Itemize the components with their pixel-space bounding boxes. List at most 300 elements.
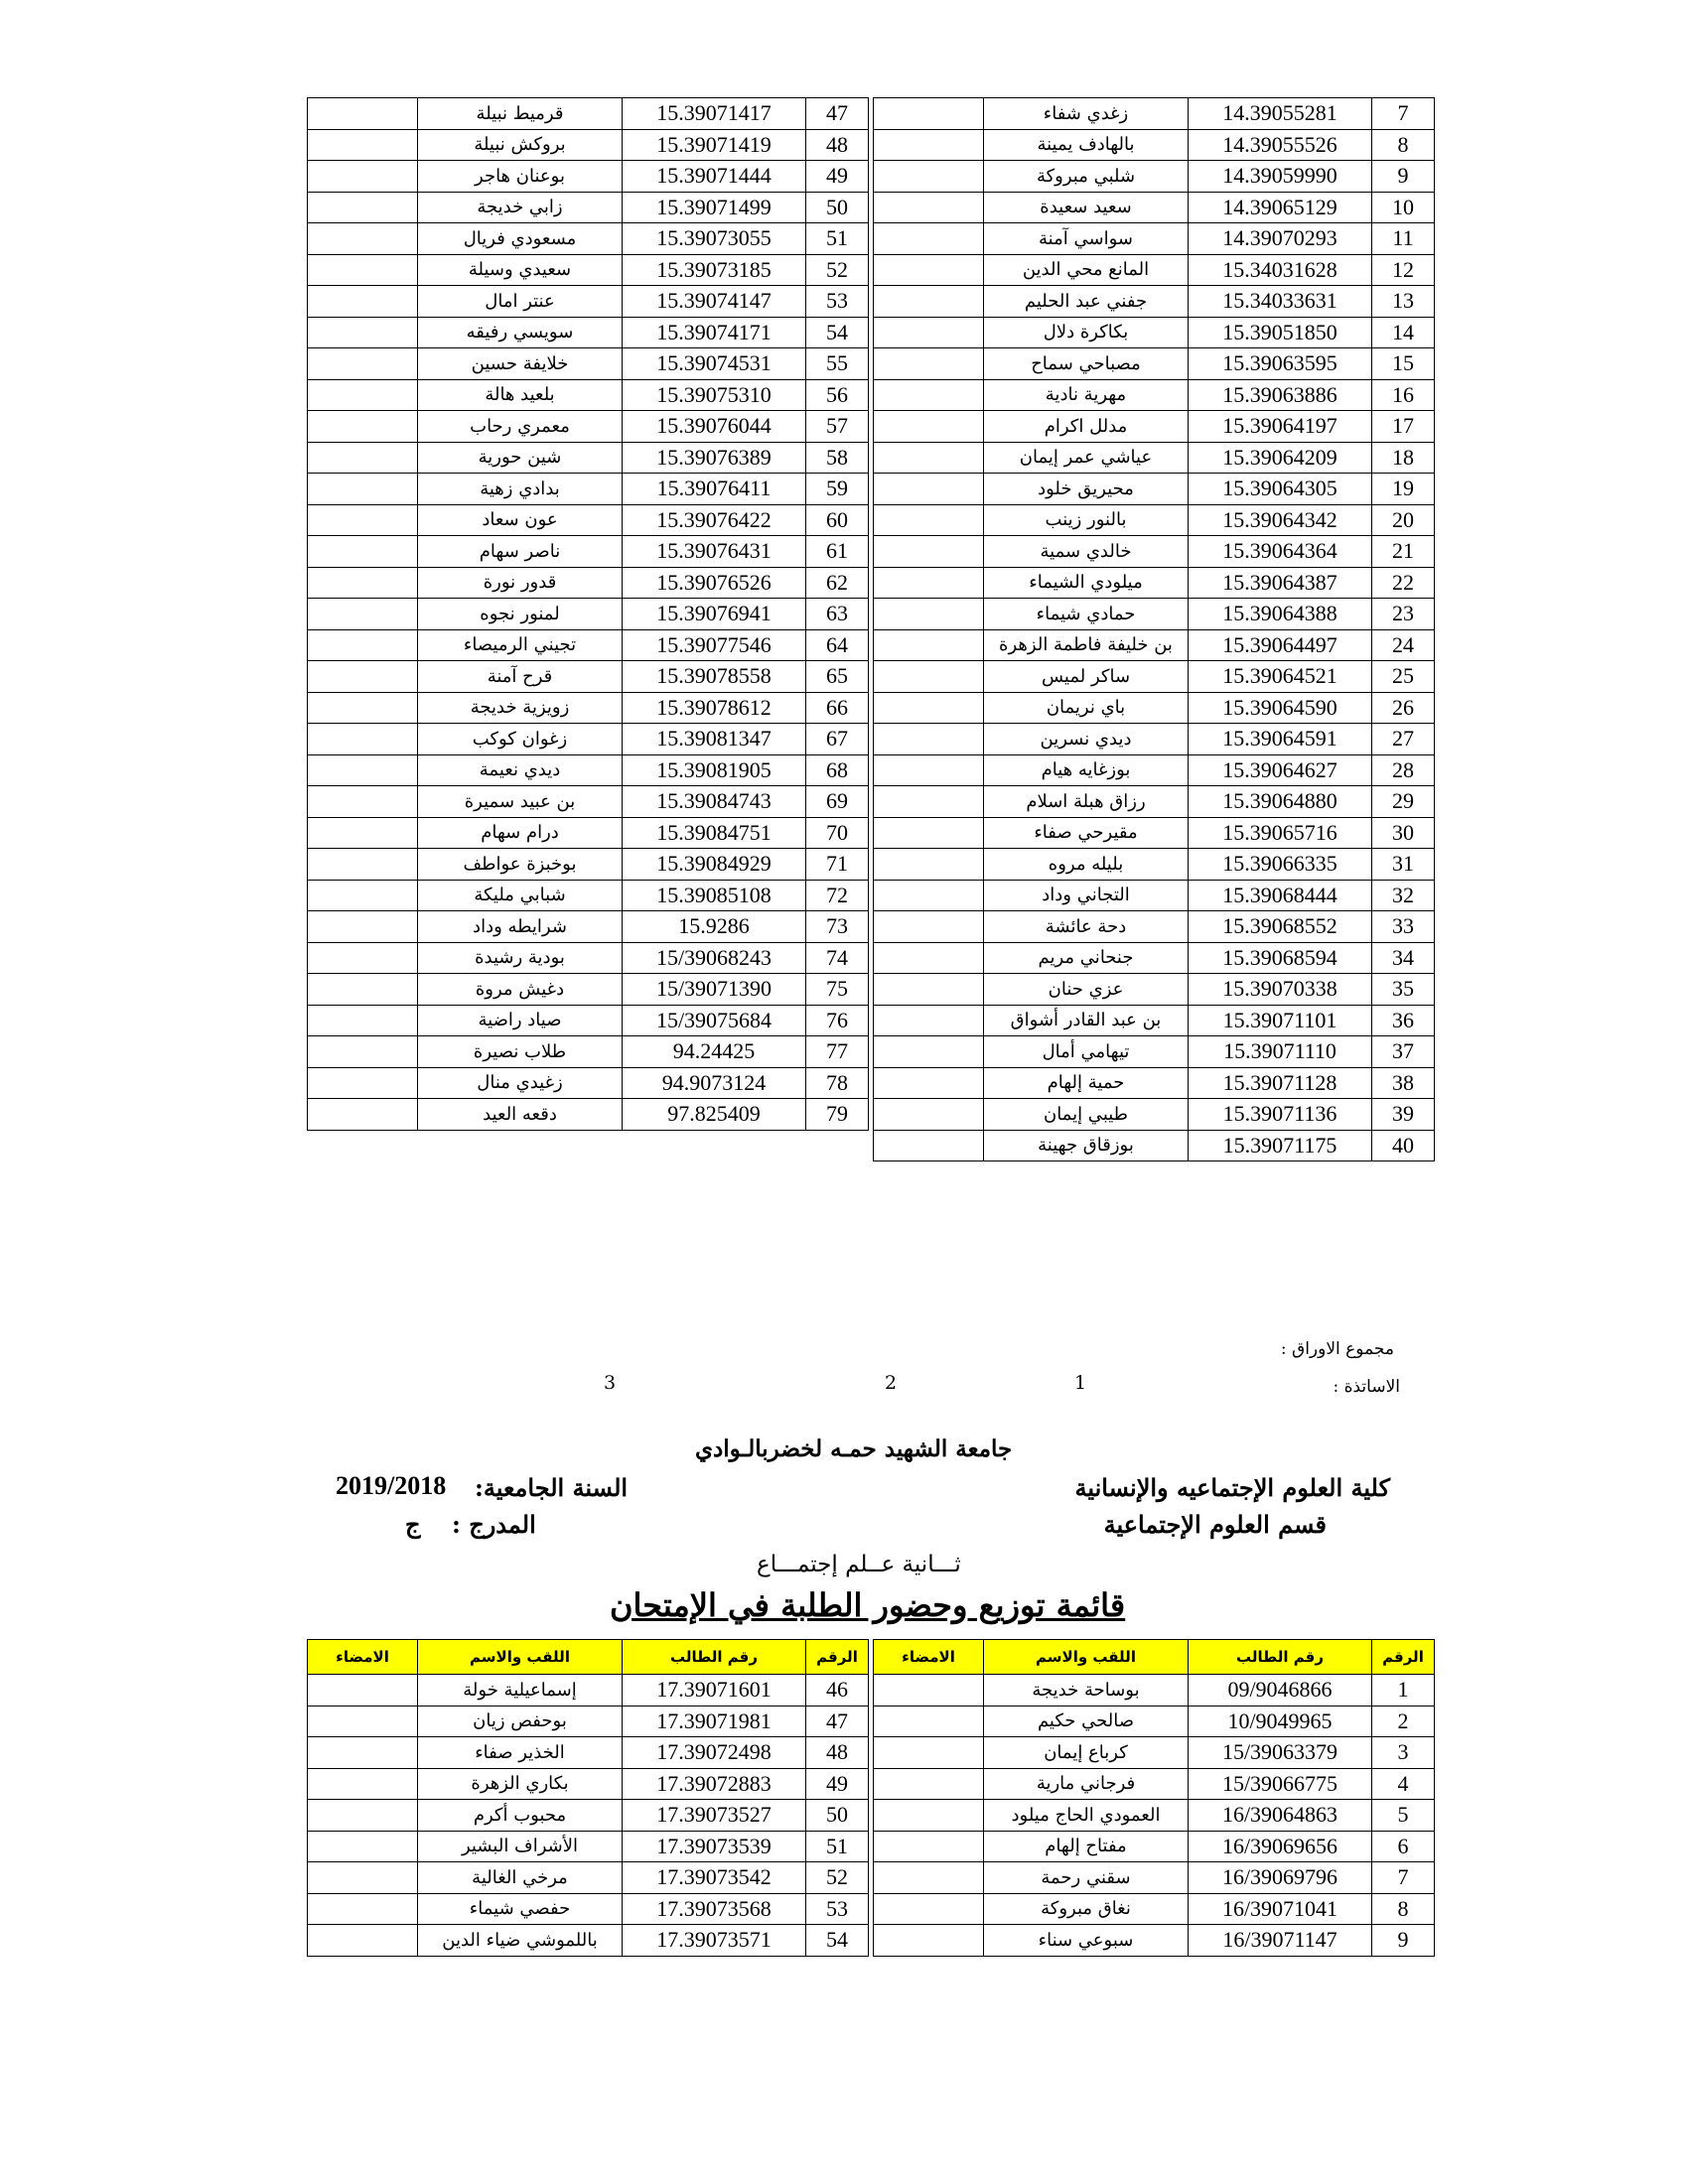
student-id-cell: 15.39084743: [623, 786, 806, 818]
row-number-cell: 68: [806, 754, 869, 786]
signature-cell[interactable]: [874, 474, 984, 505]
signature-cell[interactable]: [874, 1706, 984, 1737]
signature-cell[interactable]: [874, 1800, 984, 1832]
student-name-cell: باللموشي ضياء الدين: [418, 1925, 623, 1957]
row-number-cell: 30: [1372, 817, 1435, 849]
row-number-cell: 57: [806, 411, 869, 443]
table-row: [874, 161, 1435, 193]
table-row: [308, 817, 869, 849]
table-row: [874, 536, 1435, 568]
signature-cell[interactable]: [308, 379, 418, 411]
student-name-cell: بوحفص زيان: [418, 1706, 623, 1737]
signature-cell[interactable]: [874, 880, 984, 911]
teacher-3: 3: [604, 1372, 617, 1394]
signature-cell[interactable]: [308, 411, 418, 443]
student-name-cell: قرميط نبيلة: [418, 98, 623, 130]
student-name-cell: تجيني الرميصاء: [418, 629, 623, 661]
table-row: [308, 1862, 869, 1894]
student-id-cell: 16/39069796: [1189, 1862, 1372, 1894]
student-name-cell: مدلل اكرام: [984, 411, 1189, 443]
student-id-cell: 15/39063379: [1189, 1737, 1372, 1769]
row-number-cell: 62: [806, 567, 869, 599]
student-id-cell: 15.39076431: [623, 536, 806, 568]
signature-cell[interactable]: [308, 911, 418, 943]
table-row: [874, 880, 1435, 911]
table-row: [308, 98, 869, 130]
signature-cell[interactable]: [308, 192, 418, 223]
student-id-cell: 15.39064627: [1189, 754, 1372, 786]
student-name-cell: بوخبزة عواطف: [418, 849, 623, 881]
signature-cell[interactable]: [308, 254, 418, 286]
row-number-cell: 49: [806, 1768, 869, 1800]
row-number-cell: 15: [1372, 348, 1435, 380]
student-name-cell: طيبي إيمان: [984, 1099, 1189, 1131]
table-row: [308, 754, 869, 786]
row-number-cell: 8: [1372, 1893, 1435, 1925]
table-row: [308, 348, 869, 380]
student-name-cell: رزاق هبلة اسلام: [984, 786, 1189, 818]
student-id-cell: 17.39072498: [623, 1737, 806, 1769]
student-id-cell: 15.39064305: [1189, 474, 1372, 505]
student-name-cell: بليله مروه: [984, 849, 1189, 881]
student-id-cell: 14.39055281: [1189, 98, 1372, 130]
student-name-cell: إسماعيلية خولة: [418, 1675, 623, 1706]
total-sheets-label: مجموع الاوراق :: [1280, 1339, 1394, 1359]
department-name: قسم العلوم الإجتماعية: [1103, 1510, 1327, 1539]
header-student-id: رقم الطالب: [623, 1640, 806, 1675]
signature-cell[interactable]: [308, 348, 418, 380]
table-row: [874, 599, 1435, 630]
table-row: [308, 692, 869, 724]
signature-cell[interactable]: [308, 754, 418, 786]
signature-cell[interactable]: [874, 98, 984, 130]
student-name-cell: ميلودي الشيماء: [984, 567, 1189, 599]
student-id-cell: 15.39064364: [1189, 536, 1372, 568]
signature-cell[interactable]: [308, 724, 418, 755]
signature-cell[interactable]: [308, 629, 418, 661]
signature-cell[interactable]: [308, 880, 418, 911]
row-number-cell: 64: [806, 629, 869, 661]
table-row: [308, 1706, 869, 1737]
signature-cell[interactable]: [874, 1893, 984, 1925]
academic-year-label: السنة الجامعية:: [475, 1473, 629, 1502]
student-id-cell: 15.39073185: [623, 254, 806, 286]
row-number-cell: 52: [806, 1862, 869, 1894]
row-number-cell: 53: [806, 1893, 869, 1925]
list-title: قائمة توزيع وحضور الطلبة في الإمتحان: [610, 1586, 1126, 1624]
student-id-cell: 15.39064590: [1189, 692, 1372, 724]
signature-cell[interactable]: [308, 98, 418, 130]
student-name-cell: ساكر لميس: [984, 661, 1189, 693]
signature-cell[interactable]: [874, 1831, 984, 1862]
signature-cell[interactable]: [308, 1706, 418, 1737]
signature-cell[interactable]: [874, 629, 984, 661]
student-id-cell: 15.39071419: [623, 129, 806, 161]
student-name-cell: درام سهام: [418, 817, 623, 849]
table-row: [874, 1067, 1435, 1099]
student-id-cell: 15.39076389: [623, 442, 806, 474]
table-row: [308, 1099, 869, 1131]
signature-cell[interactable]: [874, 286, 984, 318]
student-id-cell: 15.39073055: [623, 223, 806, 255]
student-name-cell: شبابي مليكة: [418, 880, 623, 911]
student-id-cell: 15.39077546: [623, 629, 806, 661]
signature-cell[interactable]: [874, 599, 984, 630]
table-header-row: [308, 1640, 869, 1675]
table-row: [874, 1925, 1435, 1957]
table-row: [874, 1862, 1435, 1894]
signature-cell[interactable]: [308, 129, 418, 161]
row-number-cell: 22: [1372, 567, 1435, 599]
signature-cell[interactable]: [308, 286, 418, 318]
signature-cell[interactable]: [308, 661, 418, 693]
hall-value: ج: [405, 1510, 421, 1539]
row-number-cell: 9: [1372, 1925, 1435, 1957]
student-id-cell: 15.39064387: [1189, 567, 1372, 599]
signature-cell[interactable]: [308, 817, 418, 849]
student-name-cell: بكاري الزهرة: [418, 1768, 623, 1800]
table-row: [308, 849, 869, 881]
table-row: [874, 1768, 1435, 1800]
student-id-cell: 15.39071136: [1189, 1099, 1372, 1131]
student-id-cell: 17.39073527: [623, 1800, 806, 1832]
table-row: [874, 379, 1435, 411]
row-number-cell: 70: [806, 817, 869, 849]
row-number-cell: 58: [806, 442, 869, 474]
student-id-cell: 15.39078558: [623, 661, 806, 693]
row-number-cell: 50: [806, 192, 869, 223]
student-id-cell: 97.825409: [623, 1099, 806, 1131]
student-id-cell: 15.39064388: [1189, 599, 1372, 630]
student-name-cell: بن عبيد سميرة: [418, 786, 623, 818]
row-number-cell: 79: [806, 1099, 869, 1131]
row-number-cell: 19: [1372, 474, 1435, 505]
signature-cell[interactable]: [874, 223, 984, 255]
row-number-cell: 48: [806, 129, 869, 161]
table-row: [308, 974, 869, 1006]
student-name-cell: جنحاني مريم: [984, 942, 1189, 974]
student-name-cell: جفني عبد الحليم: [984, 286, 1189, 318]
student-name-cell: معمري رحاب: [418, 411, 623, 443]
row-number-cell: 6: [1372, 1831, 1435, 1862]
signature-cell[interactable]: [874, 1099, 984, 1131]
signature-cell[interactable]: [874, 1768, 984, 1800]
student-name-cell: محيريق خلود: [984, 474, 1189, 505]
table-row: [308, 661, 869, 693]
student-id-cell: 15.39076941: [623, 599, 806, 630]
student-name-cell: سويسي رفيقه: [418, 317, 623, 348]
table-row: [308, 474, 869, 505]
signature-cell[interactable]: [874, 1036, 984, 1068]
student-id-cell: 15.39070338: [1189, 974, 1372, 1006]
signature-cell[interactable]: [308, 1831, 418, 1862]
student-name-cell: نغاق مبروكة: [984, 1893, 1189, 1925]
student-name-cell: بوزغايه هيام: [984, 754, 1189, 786]
student-name-cell: دغيش مروة: [418, 974, 623, 1006]
table-row: [308, 1067, 869, 1099]
student-name-cell: بكاكرة دلال: [984, 317, 1189, 348]
table-row: [308, 317, 869, 348]
signature-cell[interactable]: [308, 692, 418, 724]
table-row: [308, 1768, 869, 1800]
signature-cell[interactable]: [874, 1067, 984, 1099]
row-number-cell: 40: [1372, 1130, 1435, 1161]
student-name-cell: مرخي الغالية: [418, 1862, 623, 1894]
student-name-cell: بالهادف يمينة: [984, 129, 1189, 161]
table-row: [874, 192, 1435, 223]
signature-cell[interactable]: [308, 474, 418, 505]
signature-cell[interactable]: [308, 786, 418, 818]
table-row: [874, 254, 1435, 286]
signature-cell[interactable]: [308, 599, 418, 630]
table-row: [874, 98, 1435, 130]
table-row: [308, 1675, 869, 1706]
row-number-cell: 35: [1372, 974, 1435, 1006]
signature-cell[interactable]: [308, 504, 418, 536]
row-number-cell: 13: [1372, 286, 1435, 318]
student-name-cell: بوزقاق جهينة: [984, 1130, 1189, 1161]
row-number-cell: 53: [806, 286, 869, 318]
student-id-cell: 16/39071041: [1189, 1893, 1372, 1925]
student-id-cell: 16/39064863: [1189, 1800, 1372, 1832]
signature-cell[interactable]: [308, 1067, 418, 1099]
header-signature: الامضاء: [308, 1640, 418, 1675]
student-name-cell: شرايطه وداد: [418, 911, 623, 943]
student-name-cell: بودية رشيدة: [418, 942, 623, 974]
student-name-cell: الأشراف البشير: [418, 1831, 623, 1862]
signature-cell[interactable]: [874, 911, 984, 943]
student-id-cell: 15.39064880: [1189, 786, 1372, 818]
student-id-cell: 17.39073539: [623, 1831, 806, 1862]
table-row: [874, 411, 1435, 443]
signature-cell[interactable]: [874, 1005, 984, 1036]
signature-cell[interactable]: [308, 317, 418, 348]
student-id-cell: 15.39081347: [623, 724, 806, 755]
signature-cell[interactable]: [874, 1862, 984, 1894]
row-number-cell: 1: [1372, 1675, 1435, 1706]
student-id-cell: 94.24425: [623, 1036, 806, 1068]
student-id-cell: 15/39071390: [623, 974, 806, 1006]
row-number-cell: 39: [1372, 1099, 1435, 1131]
table-row: [874, 567, 1435, 599]
signature-cell[interactable]: [874, 754, 984, 786]
signature-cell[interactable]: [874, 1130, 984, 1161]
signature-cell[interactable]: [874, 567, 984, 599]
row-number-cell: 61: [806, 536, 869, 568]
table-row: [308, 880, 869, 911]
row-number-cell: 74: [806, 942, 869, 974]
table-row: [308, 1893, 869, 1925]
student-id-cell: 15.39075310: [623, 379, 806, 411]
row-number-cell: 36: [1372, 1005, 1435, 1036]
student-id-cell: 15.39071499: [623, 192, 806, 223]
row-number-cell: 49: [806, 161, 869, 193]
table-row: [874, 1800, 1435, 1832]
signature-cell[interactable]: [308, 223, 418, 255]
student-name-cell: ديدي نعيمة: [418, 754, 623, 786]
table-row: [308, 1925, 869, 1957]
student-id-cell: 15.9286: [623, 911, 806, 943]
row-number-cell: 17: [1372, 411, 1435, 443]
signature-cell[interactable]: [874, 161, 984, 193]
student-id-cell: 15.39071417: [623, 98, 806, 130]
signature-cell[interactable]: [874, 536, 984, 568]
student-id-cell: 17.39073571: [623, 1925, 806, 1957]
table-row: [308, 1831, 869, 1862]
signature-cell[interactable]: [874, 1737, 984, 1769]
table-row: [874, 1675, 1435, 1706]
student-id-cell: 16/39071147: [1189, 1925, 1372, 1957]
table-row: [874, 1706, 1435, 1737]
student-name-cell: عزي حنان: [984, 974, 1189, 1006]
row-number-cell: 59: [806, 474, 869, 505]
table-row: [874, 286, 1435, 318]
signature-cell[interactable]: [308, 161, 418, 193]
signature-cell[interactable]: [308, 942, 418, 974]
table-row: [308, 504, 869, 536]
signature-cell[interactable]: [874, 379, 984, 411]
signature-cell[interactable]: [874, 817, 984, 849]
signature-cell[interactable]: [308, 442, 418, 474]
signature-cell[interactable]: [874, 692, 984, 724]
signature-cell[interactable]: [874, 1675, 984, 1706]
signature-cell[interactable]: [308, 1768, 418, 1800]
signature-cell[interactable]: [874, 942, 984, 974]
row-number-cell: 27: [1372, 724, 1435, 755]
student-name-cell: حمادي شيماء: [984, 599, 1189, 630]
student-name-cell: مهرية نادية: [984, 379, 1189, 411]
student-id-cell: 17.39071981: [623, 1706, 806, 1737]
student-name-cell: زابي خديجة: [418, 192, 623, 223]
signature-cell[interactable]: [308, 567, 418, 599]
student-name-cell: خلايفة حسين: [418, 348, 623, 380]
student-name-cell: حمية إلهام: [984, 1067, 1189, 1099]
signature-cell[interactable]: [874, 129, 984, 161]
signature-cell[interactable]: [308, 1099, 418, 1131]
signature-cell[interactable]: [308, 849, 418, 881]
row-number-cell: 75: [806, 974, 869, 1006]
row-number-cell: 29: [1372, 786, 1435, 818]
row-number-cell: 73: [806, 911, 869, 943]
signature-cell[interactable]: [308, 536, 418, 568]
signature-cell[interactable]: [874, 974, 984, 1006]
student-id-cell: 15.39074147: [623, 286, 806, 318]
row-number-cell: 37: [1372, 1036, 1435, 1068]
table-row: [874, 504, 1435, 536]
row-number-cell: 65: [806, 661, 869, 693]
student-name-cell: ناصر سهام: [418, 536, 623, 568]
table-row: [874, 129, 1435, 161]
signature-cell[interactable]: [874, 192, 984, 223]
student-name-cell: تيهامي أمال: [984, 1036, 1189, 1068]
row-number-cell: 54: [806, 1925, 869, 1957]
student-id-cell: 10/9049965: [1189, 1706, 1372, 1737]
row-number-cell: 8: [1372, 129, 1435, 161]
signature-cell[interactable]: [874, 1925, 984, 1957]
table-row: [308, 286, 869, 318]
row-number-cell: 24: [1372, 629, 1435, 661]
signature-cell[interactable]: [874, 661, 984, 693]
student-name-cell: لمنور نجوه: [418, 599, 623, 630]
student-id-cell: 15.39065716: [1189, 817, 1372, 849]
signature-cell[interactable]: [308, 974, 418, 1006]
signature-cell[interactable]: [874, 786, 984, 818]
student-id-cell: 15.39071110: [1189, 1036, 1372, 1068]
table-row: [874, 1737, 1435, 1769]
table-row: [874, 1099, 1435, 1131]
row-number-cell: 47: [806, 1706, 869, 1737]
student-name-cell: قدور نورة: [418, 567, 623, 599]
signature-cell[interactable]: [874, 348, 984, 380]
student-id-cell: 14.39059990: [1189, 161, 1372, 193]
signature-cell[interactable]: [308, 1893, 418, 1925]
student-id-cell: 15.39076411: [623, 474, 806, 505]
university-name: جامعة الشهيد حمـه لخضربالـوادي: [695, 1435, 1013, 1462]
signature-cell[interactable]: [874, 724, 984, 755]
student-name-cell: الخذير صفاء: [418, 1737, 623, 1769]
student-id-cell: 15.39051850: [1189, 317, 1372, 348]
student-id-cell: 15.39085108: [623, 880, 806, 911]
row-number-cell: 7: [1372, 98, 1435, 130]
signature-cell[interactable]: [874, 504, 984, 536]
table-row: [874, 474, 1435, 505]
student-id-cell: 15.39068594: [1189, 942, 1372, 974]
row-number-cell: 10: [1372, 192, 1435, 223]
student-name-cell: مصباحي سماح: [984, 348, 1189, 380]
student-name-cell: صالحي حكيم: [984, 1706, 1189, 1737]
signature-cell[interactable]: [874, 849, 984, 881]
signature-cell[interactable]: [874, 317, 984, 348]
signature-cell[interactable]: [308, 1800, 418, 1832]
student-id-cell: 09/9046866: [1189, 1675, 1372, 1706]
table-row: [874, 754, 1435, 786]
student-name-cell: مفتاح إلهام: [984, 1831, 1189, 1862]
signature-cell[interactable]: [874, 411, 984, 443]
signature-cell[interactable]: [308, 1737, 418, 1769]
student-name-cell: زغوان كوكب: [418, 724, 623, 755]
table-row: [874, 1036, 1435, 1068]
signature-cell[interactable]: [308, 1036, 418, 1068]
student-name-cell: زويزية خديجة: [418, 692, 623, 724]
row-number-cell: 55: [806, 348, 869, 380]
student-name-cell: بن خليفة فاطمة الزهرة: [984, 629, 1189, 661]
signature-cell[interactable]: [308, 1675, 418, 1706]
table-row: [874, 1130, 1435, 1161]
student-id-cell: 15.39063886: [1189, 379, 1372, 411]
table-row: [308, 786, 869, 818]
signature-cell[interactable]: [308, 1005, 418, 1036]
row-number-cell: 46: [806, 1675, 869, 1706]
student-id-cell: 14.39055526: [1189, 129, 1372, 161]
signature-cell[interactable]: [308, 1862, 418, 1894]
row-number-cell: 71: [806, 849, 869, 881]
student-id-cell: 15.39066335: [1189, 849, 1372, 881]
row-number-cell: 77: [806, 1036, 869, 1068]
student-id-cell: 15.39076422: [623, 504, 806, 536]
signature-cell[interactable]: [874, 442, 984, 474]
student-id-cell: 15.39071175: [1189, 1130, 1372, 1161]
student-name-cell: كرباع إيمان: [984, 1737, 1189, 1769]
header-student-id: رقم الطالب: [1189, 1640, 1372, 1675]
header-signature: الامضاء: [874, 1640, 984, 1675]
signature-cell[interactable]: [308, 1925, 418, 1957]
table-row: [308, 1005, 869, 1036]
signature-cell[interactable]: [874, 254, 984, 286]
student-name-cell: بالنور زينب: [984, 504, 1189, 536]
student-id-cell: 15.39074531: [623, 348, 806, 380]
teachers-label: الاساتذة :: [1333, 1377, 1400, 1397]
student-name-cell: سعيد سعيدة: [984, 192, 1189, 223]
